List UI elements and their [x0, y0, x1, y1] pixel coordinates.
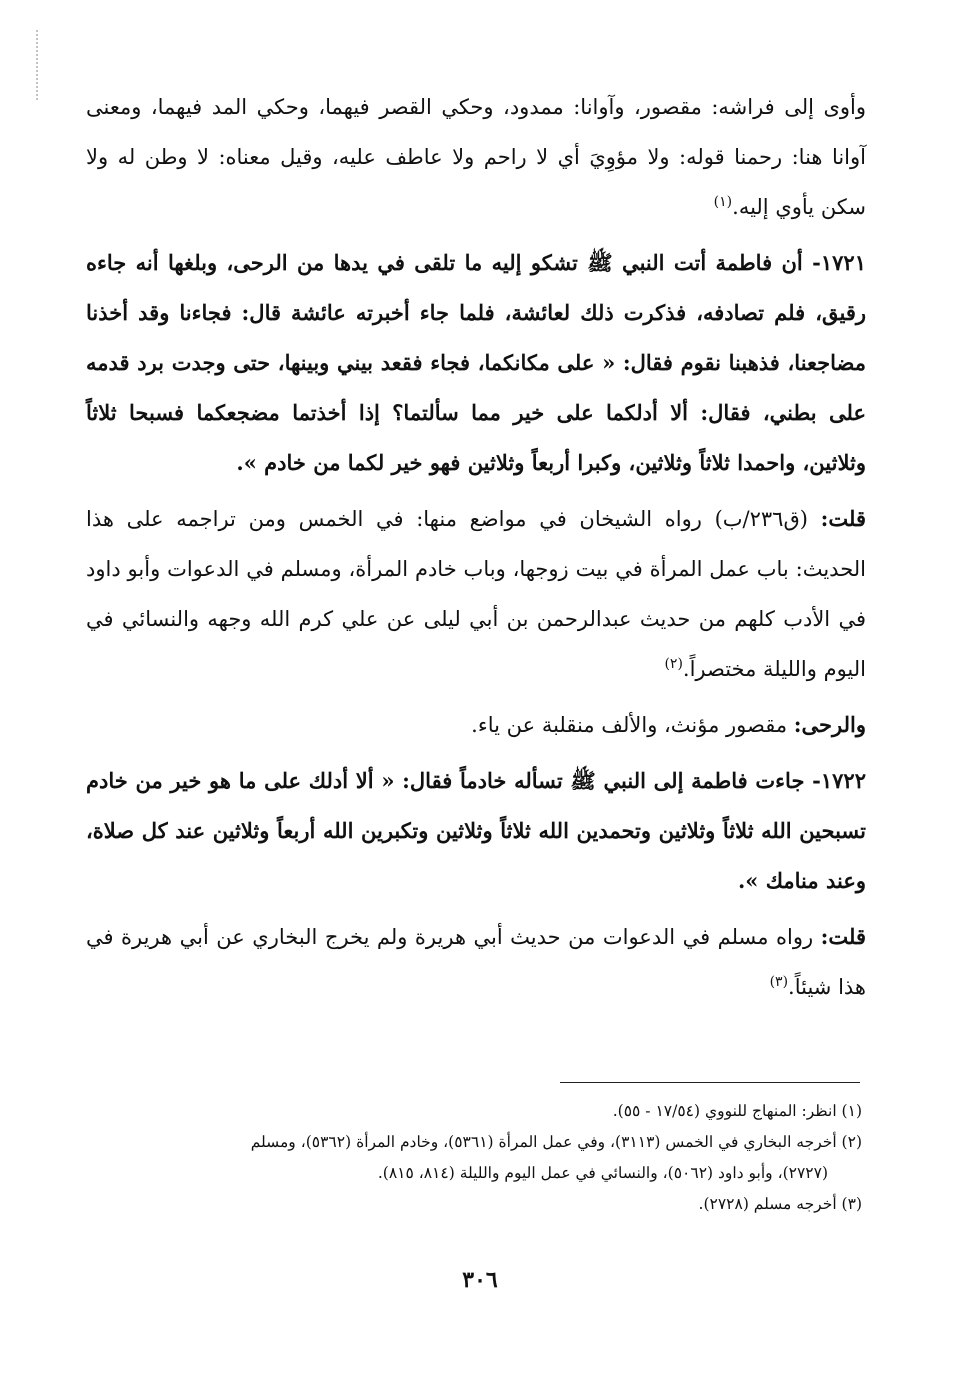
- paragraph-glossary: [86, 82, 866, 232]
- margin-scan-mark: [36, 30, 42, 100]
- page-number: ٣٠٦: [462, 1267, 498, 1293]
- paragraph-text: وأوى إلى فراشه: مقصور، وآوانا: ممدود، وحكي القصر فيهما، وحكي المد فيهما، ومعنى آوانا هنا: رحمنا قوله: ولا مؤوِيَ أي لا راحم ولا عاطف عليه، وقيل معناه: لا وطن له ولا سكن يأوي إليه.: [86, 95, 866, 219]
- paragraph-text: مقصور مؤنث، والألف منقلبة عن ياء.: [471, 713, 794, 737]
- footnote-3: (٣) أخرجه مسلم (٢٧٢٨).: [698, 1195, 862, 1213]
- paragraph-commentary-2: [86, 912, 866, 1012]
- hadith-text: ١٧٢٢- جاءت فاطمة إلى النبي ﷺ تسأله خادماً فقال: « ألا أدلك على ما هو خير من خادم تسبحين الله ثلاثاً وثلاثين وتحمدين الله ثلاثاً وثلاثين وتكبرين الله أربعاً وثلاثين عند كل صلاة، وعند منامك ».: [86, 768, 866, 893]
- paragraph-text: رواه مسلم في الدعوات من حديث أبي هريرة ولم يخرج البخاري عن أبي هريرة في هذا شيئاً.: [86, 925, 866, 999]
- paragraph-commentary-1: [86, 494, 866, 694]
- paragraph-rahaa: [86, 700, 866, 750]
- hadith-1722: [86, 756, 866, 906]
- paragraph-text: (ق٢٣٦/ب) رواه الشيخان في مواضع منها: في الخمس ومن تراجمه على هذا الحديث: باب عمل المرأة في بيت زوجها، وباب خادم المرأة، ومسلم في الدعوات وأبو داود في الأدب كلهم من حديث عبدالرحمن بن أبي ليلى عن علي كرم الله وجهه والنسائي في اليوم والليلة مختصراً.: [86, 507, 866, 681]
- footnote-ref-1: (١): [713, 194, 733, 210]
- term-lead: والرحى:: [793, 712, 866, 737]
- footnote-2: (٢) أخرجه البخاري في الخمس (٣١١٣)، وفي عمل المرأة (٥٣٦١)، وخادم المرأة (٥٣٦٢)، ومسلم: [250, 1133, 862, 1151]
- hadith-1721: [86, 238, 866, 488]
- commentary-lead: قلت:: [820, 506, 867, 531]
- footnotes: [86, 1096, 862, 1220]
- footnote-ref-2: (٢): [664, 656, 683, 672]
- hadith-text: ١٧٢١- أن فاطمة أتت النبي ﷺ تشكو إليه ما تلقى في يدها من الرحى، وبلغها أنه جاءه رقيق، فلم تصادفه، فذكرت ذلك لعائشة، فلما جاء أخبرته عائشة قال: فجاءنا وقد أخذنا مضاجعنا، فذهبنا نقوم فقال: « على مكانكما، فجاء فقعد بيني وبينها، حتى وجدت برد قدمه على بطني، فقال: ألا أدلكما على خير مما سألتما؟ إذا أخذتما مضجعكما فسبحا ثلاثاً وثلاثين، واحمدا ثلاثاً وثلاثين، وكبرا أربعاً وثلاثين فهو خير لكما من خادم ».: [86, 250, 866, 475]
- footnote-ref-3: (٣): [769, 974, 789, 990]
- commentary-lead: قلت:: [820, 924, 866, 949]
- main-text: [86, 82, 866, 1018]
- footnote-2-continued: (٢٧٢٧)، وأبو داود (٥٠٦٢)، والنسائي في عمل اليوم والليلة (٨١٤، ٨١٥).: [377, 1164, 828, 1182]
- footnote-1: (١) انظر: المنهاج للنووي (١٧/٥٤ - ٥٥).: [612, 1102, 862, 1120]
- footnote-separator: [560, 1082, 860, 1083]
